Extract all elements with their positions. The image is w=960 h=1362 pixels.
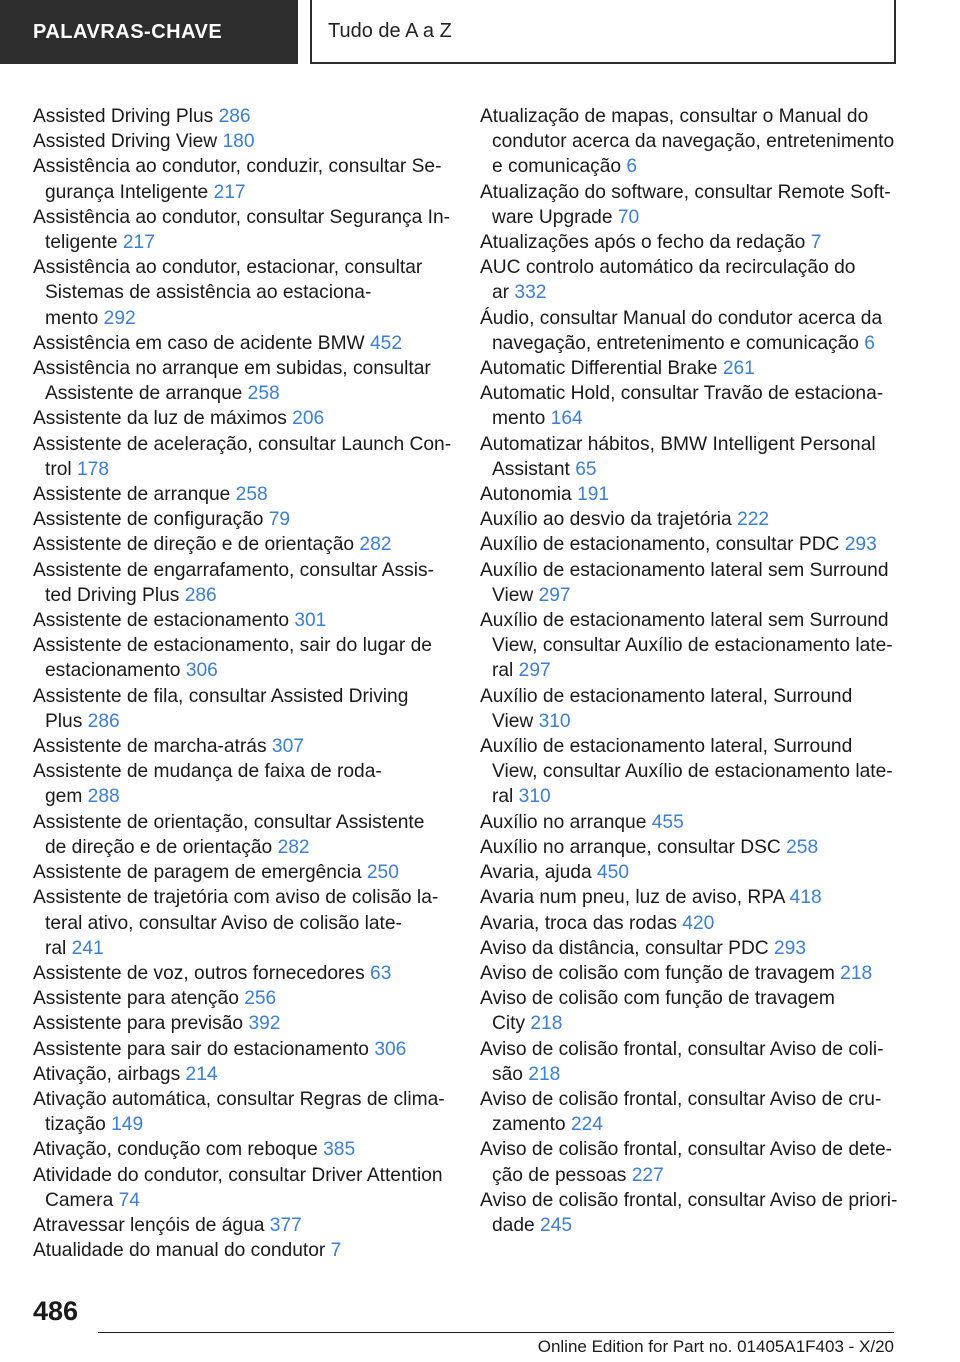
index-entry-text: Autonomia: [480, 484, 572, 506]
index-entry-text: Assistant: [492, 458, 570, 480]
index-entry: [33, 507, 453, 532]
page-reference-link[interactable]: 7: [330, 1240, 342, 1262]
index-entry-text: Assistência em caso de acidente BMW: [33, 332, 365, 354]
page-reference-link[interactable]: 7: [810, 232, 822, 254]
index-entry: [480, 381, 898, 431]
index-entry-text: gurança Inteligente: [45, 181, 209, 203]
index-entry-text: Ativação, condução com reboque: [33, 1139, 318, 1161]
page-reference-link[interactable]: 178: [77, 458, 110, 480]
index-entry: [33, 1163, 453, 1213]
page-reference-link[interactable]: 307: [271, 736, 304, 758]
page-reference-link[interactable]: 286: [218, 106, 251, 127]
page-reference-link[interactable]: 206: [292, 408, 325, 430]
index-entry: [480, 734, 898, 810]
index-entry: [33, 129, 453, 154]
index-entry-text: e comunicação: [492, 156, 622, 178]
page-reference-link[interactable]: 332: [514, 282, 547, 304]
index-entry: [480, 180, 898, 230]
index-entry: [480, 1137, 898, 1187]
index-entry: [480, 356, 898, 381]
index-entry: [480, 986, 898, 1036]
index-entry: [33, 331, 453, 356]
index-entry: [33, 482, 453, 507]
page-reference-link[interactable]: 310: [538, 710, 571, 732]
index-entry-text: Automatizar hábitos, BMW Intelligent Personal: [480, 433, 876, 455]
index-entry-text: Assistente para previsão: [33, 1013, 244, 1035]
index-entry-text: Auxílio de estacionamento, consultar PDC: [480, 534, 840, 556]
index-entry: [480, 911, 898, 936]
index-entry: [33, 532, 453, 557]
index-entry-text: Assistente de trajetória com aviso de colisão la-: [33, 887, 439, 909]
index-entry-text: condutor acerca da navegação, entretenimento: [492, 131, 895, 153]
index-entry: [33, 860, 453, 885]
page-reference-link[interactable]: 306: [374, 1038, 407, 1060]
index-entry: [480, 230, 898, 255]
index-entry: [480, 936, 898, 961]
index-entry-text: Aviso da distância, consultar PDC: [480, 937, 769, 959]
index-entry-text: Assistente para sair do estacionamento: [33, 1038, 369, 1060]
page-reference-link[interactable]: 452: [370, 332, 403, 354]
page-reference-link[interactable]: 191: [577, 484, 610, 506]
index-entry: [33, 356, 453, 406]
index-entry-text: View, consultar Auxílio de estacionamento late-: [492, 761, 893, 783]
page-reference-link[interactable]: 282: [359, 534, 392, 556]
index-entry-text: Assistente de estacionamento: [33, 610, 289, 632]
index-entry: [480, 684, 898, 734]
index-entry-text: Avaria, troca das rodas: [480, 912, 677, 934]
page-reference-link[interactable]: 392: [248, 1013, 281, 1035]
index-entry-text: View: [492, 584, 534, 606]
index-entry-text: Auxílio de estacionamento lateral sem Surround: [480, 610, 889, 632]
index-entry-text: Assistente para atenção: [33, 988, 239, 1010]
index-entry-text: Assistência ao condutor, estacionar, consultar: [33, 257, 423, 279]
index-entry: [480, 1037, 898, 1087]
index-entry: [33, 608, 453, 633]
index-entry-text: Áudio, consultar Manual do condutor acerca da: [480, 307, 883, 329]
index-entry: [33, 154, 453, 204]
index-entry-text: Atividade do condutor, consultar Driver Attention: [33, 1164, 443, 1186]
index-entry: [480, 860, 898, 885]
index-entry-text: Assistente de estacionamento, sair do lugar de: [33, 635, 432, 657]
index-entry: [480, 608, 898, 684]
index-entry-text: Atravessar lençóis de água: [33, 1214, 265, 1236]
index-entry-text: Assistente de arranque: [33, 484, 231, 506]
page-reference-link[interactable]: 297: [518, 660, 551, 682]
page-reference-link[interactable]: 227: [631, 1164, 664, 1186]
index-entry-text: Atualização de mapas, consultar o Manual do: [480, 106, 869, 127]
page-reference-link[interactable]: 6: [864, 332, 875, 354]
index-entry: [480, 255, 898, 305]
page-reference-link[interactable]: 301: [294, 610, 327, 632]
page-reference-link[interactable]: 65: [575, 458, 597, 480]
index-entry-text: Aviso de colisão frontal, consultar Aviso de coli-: [480, 1038, 884, 1060]
footer-divider: [98, 1332, 894, 1333]
index-entry: [33, 1238, 453, 1263]
index-entry-text: Ativação, airbags: [33, 1063, 181, 1085]
index-column-right: [480, 104, 898, 1238]
page-reference-link[interactable]: 149: [111, 1114, 144, 1136]
index-entry-text: Assistente de voz, outros fornecedores: [33, 962, 365, 984]
index-entry-text: tização: [45, 1114, 106, 1136]
index-entry-text: Auxílio de estacionamento lateral sem Surround: [480, 559, 889, 581]
index-entry-text: Assistente de configuração: [33, 509, 264, 531]
index-entry: [33, 1062, 453, 1087]
index-entry-text: Assistente de fila, consultar Assisted Driving: [33, 685, 409, 707]
index-entry: [33, 1037, 453, 1062]
index-entry: [480, 961, 898, 986]
index-entry: [480, 558, 898, 608]
index-entry-text: ção de pessoas: [492, 1164, 627, 1186]
index-entry-text: Aviso de colisão com função de travagem: [480, 962, 835, 984]
index-entry-text: teligente: [45, 232, 118, 254]
index-entry: [33, 734, 453, 759]
page-reference-link[interactable]: 217: [213, 181, 246, 203]
index-entry: [33, 1087, 453, 1137]
index-entry: [480, 507, 898, 532]
page-number: 486: [33, 1296, 79, 1326]
index-entry-text: Assistência no arranque em subidas, consultar: [33, 358, 431, 380]
index-entry-text: Assistente de paragem de emergência: [33, 862, 362, 884]
index-entry-text: Auxílio de estacionamento lateral, Surround: [480, 736, 853, 758]
page-reference-link[interactable]: 418: [789, 887, 822, 909]
index-entry-text: Assistência ao condutor, conduzir, consultar Se-: [33, 156, 442, 178]
index-entry-text: City: [492, 1013, 526, 1035]
page-reference-link[interactable]: 293: [844, 534, 877, 556]
index-entry-text: dade: [492, 1214, 535, 1236]
page-reference-link[interactable]: 256: [244, 988, 277, 1010]
index-entry: [33, 1213, 453, 1238]
chapter-title-tab: Tudo de A a Z: [310, 0, 896, 64]
index-entry: [480, 306, 898, 356]
index-entry-text: Aviso de colisão com função de travagem: [480, 988, 835, 1010]
page-reference-link[interactable]: 250: [366, 862, 399, 884]
index-entry-text: Assistente de direção e de orientação: [33, 534, 355, 556]
index-entry-text: Assistente de marcha-atrás: [33, 736, 267, 758]
index-entry-text: mento: [45, 307, 99, 329]
index-entry: [33, 961, 453, 986]
footer-edition-text: Online Edition for Part no. 01405A1F403 - X/20: [537, 1337, 894, 1356]
page-reference-link[interactable]: 217: [122, 232, 155, 254]
page-reference-link[interactable]: 297: [538, 584, 571, 606]
index-entry-text: zamento: [492, 1114, 566, 1136]
index-entry: [480, 885, 898, 910]
index-entry: [480, 482, 898, 507]
page-reference-link[interactable]: 258: [786, 836, 819, 858]
page-header: [0, 0, 960, 66]
index-entry: [33, 633, 453, 683]
index-entry-text: Automatic Hold, consultar Travão de estaciona-: [480, 383, 884, 405]
page-reference-link[interactable]: 293: [774, 937, 807, 959]
index-entry-text: Atualizações após o fecho da redação: [480, 232, 806, 254]
index-entry-text: Atualização do software, consultar Remote Soft-: [480, 181, 891, 203]
page-reference-link[interactable]: 74: [118, 1189, 140, 1211]
index-entry-text: Avaria num pneu, luz de aviso, RPA: [480, 887, 785, 909]
index-entry-text: ware Upgrade: [492, 206, 613, 228]
index-column-left: [33, 104, 453, 1263]
index-entry-text: trol: [45, 458, 72, 480]
index-entry-text: Assistente de aceleração, consultar Launch Con-: [33, 433, 452, 455]
page-reference-link[interactable]: 286: [184, 584, 217, 606]
index-entry: [33, 885, 453, 961]
index-entry-text: Aviso de colisão frontal, consultar Aviso de priori-: [480, 1189, 898, 1211]
page-reference-link[interactable]: 218: [530, 1013, 563, 1035]
index-entry-text: Avaria, ajuda: [480, 862, 592, 884]
index-entry: [480, 810, 898, 835]
index-entry: [480, 835, 898, 860]
index-entry-text: Assistente de mudança de faixa de roda-: [33, 761, 382, 783]
index-entry-text: Auxílio no arranque, consultar DSC: [480, 836, 781, 858]
page-reference-link[interactable]: 245: [540, 1214, 573, 1236]
index-entry-text: Assistente de arranque: [45, 383, 243, 405]
page-reference-link[interactable]: 214: [185, 1063, 218, 1085]
index-entry-text: mento: [492, 408, 546, 430]
page-reference-link[interactable]: 310: [518, 786, 551, 808]
index-entry-text: Atualidade do manual do condutor: [33, 1240, 326, 1262]
index-entry-text: teral ativo, consultar Aviso de colisão late-: [45, 912, 402, 934]
index-entry-text: Plus: [45, 710, 83, 732]
index-entry: [480, 432, 898, 482]
index-entry-text: Assisted Driving Plus: [33, 106, 214, 127]
index-entry: [33, 205, 453, 255]
page-reference-link[interactable]: 218: [528, 1063, 561, 1085]
index-entry-text: Aviso de colisão frontal, consultar Aviso de dete-: [480, 1139, 893, 1161]
page-reference-link[interactable]: 261: [722, 358, 755, 380]
page-reference-link[interactable]: 224: [570, 1114, 603, 1136]
index-entry: [480, 532, 898, 557]
page-reference-link[interactable]: 420: [682, 912, 715, 934]
page-reference-link[interactable]: 450: [597, 862, 630, 884]
index-entry: [33, 558, 453, 608]
page-reference-link[interactable]: 222: [737, 509, 770, 531]
index-entry-text: Assistente da luz de máximos: [33, 408, 287, 430]
page-reference-link[interactable]: 258: [247, 383, 280, 405]
index-entry: [33, 810, 453, 860]
index-entry-text: ral: [45, 937, 67, 959]
page-reference-link[interactable]: 288: [87, 786, 120, 808]
index-entry-text: AUC controlo automático da recirculação do: [480, 257, 856, 279]
section-tab: PALAVRAS-CHAVE: [0, 0, 298, 64]
index-entry-text: são: [492, 1063, 523, 1085]
index-entry-text: ral: [492, 786, 514, 808]
index-entry: [33, 684, 453, 734]
index-entry-text: Ativação automática, consultar Regras de clima-: [33, 1088, 445, 1110]
index-entry-text: de direção e de orientação: [45, 836, 273, 858]
index-entry-text: Automatic Differential Brake: [480, 358, 718, 380]
index-entry: [33, 1137, 453, 1162]
page-reference-link[interactable]: 385: [323, 1139, 356, 1161]
page-reference-link[interactable]: 455: [651, 811, 684, 833]
index-entry: [33, 406, 453, 431]
index-entry-text: View, consultar Auxílio de estacionamento late-: [492, 635, 893, 657]
index-entry: [33, 759, 453, 809]
index-entry: [33, 104, 453, 129]
index-entry-text: Auxílio no arranque: [480, 811, 647, 833]
index-entry: [33, 255, 453, 331]
page-reference-link[interactable]: 377: [269, 1214, 302, 1236]
index-entry: [33, 1011, 453, 1036]
page-reference-link[interactable]: 180: [222, 131, 255, 153]
page-reference-link[interactable]: 70: [617, 206, 640, 228]
index-entry-text: Camera: [45, 1189, 114, 1211]
index-entry-text: navegação, entretenimento e comunicação: [492, 332, 859, 354]
index-entry-text: Sistemas de assistência ao estaciona-: [45, 282, 372, 304]
page-reference-link[interactable]: 164: [550, 408, 583, 430]
page-reference-link[interactable]: 258: [235, 484, 268, 506]
index-entry-text: ted Driving Plus: [45, 584, 180, 606]
index-entry: [33, 432, 453, 482]
index-entry: [480, 1087, 898, 1137]
index-entry: [480, 1188, 898, 1238]
page-reference-link[interactable]: 218: [840, 962, 873, 984]
index-entry-text: View: [492, 710, 534, 732]
page-reference-link[interactable]: 282: [277, 836, 310, 858]
index-entry-text: Aviso de colisão frontal, consultar Aviso de cru-: [480, 1088, 882, 1110]
index-entry: [480, 104, 898, 180]
index-entry-text: Auxílio ao desvio da trajetória: [480, 509, 732, 531]
index-entry: [33, 986, 453, 1011]
index-entry-text: Assistência ao condutor, consultar Segurança In-: [33, 206, 451, 228]
index-entry-text: Assistente de orientação, consultar Assistente: [33, 811, 425, 833]
page-reference-link[interactable]: 292: [103, 307, 136, 329]
index-entry-text: Auxílio de estacionamento lateral, Surround: [480, 685, 853, 707]
page-reference-link[interactable]: 241: [71, 937, 104, 959]
index-entry-text: gem: [45, 786, 83, 808]
index-entry-text: Assistente de engarrafamento, consultar Assis-: [33, 559, 435, 581]
index-entry-text: Assisted Driving View: [33, 131, 218, 153]
page-reference-link[interactable]: 79: [268, 509, 291, 531]
page-reference-link[interactable]: 286: [87, 710, 120, 732]
page-reference-link[interactable]: 63: [370, 962, 392, 984]
index-entry-text: ral: [492, 660, 514, 682]
index-entry-text: ar: [492, 282, 510, 304]
page-reference-link[interactable]: 6: [626, 156, 638, 178]
index-entry-text: estacionamento: [45, 660, 181, 682]
page-reference-link[interactable]: 306: [185, 660, 218, 682]
